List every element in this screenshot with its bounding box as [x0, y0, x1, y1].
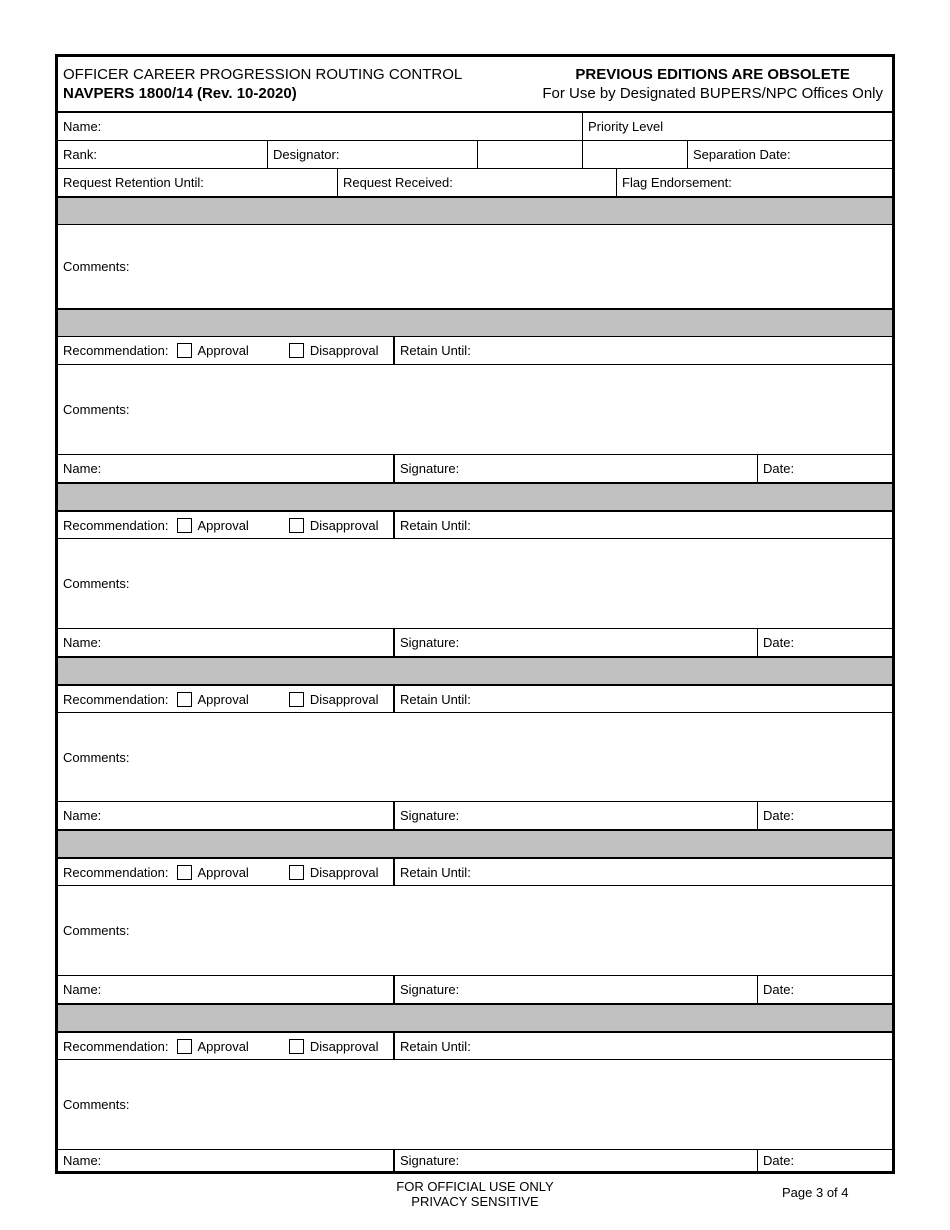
recommendation-row [58, 857, 892, 885]
endorser-name-label: Name: [63, 1153, 102, 1168]
signature-label: Signature: [400, 982, 460, 997]
date-label: Date: [763, 982, 795, 997]
approval-checkbox[interactable] [177, 865, 192, 880]
form-title-block [63, 65, 462, 103]
signature-label: Signature: [400, 635, 460, 650]
approval-label: Approval [197, 864, 249, 880]
form-title: OFFICER CAREER PROGRESSION ROUTING CONTROL [63, 66, 463, 83]
signature-row [58, 628, 892, 656]
top-comments-label: Comments: [63, 259, 130, 274]
request-row [58, 168, 892, 196]
rank-label: Rank: [63, 147, 97, 162]
approval-checkbox[interactable] [177, 343, 192, 358]
recommendation-label: Recommendation: [63, 691, 169, 707]
signature-row [58, 454, 892, 482]
top-comments-row [58, 224, 892, 308]
recommendation-label: Recommendation: [63, 1038, 169, 1054]
recommendation-group [58, 1033, 393, 1059]
approval-label: Approval [197, 691, 249, 707]
disapproval-checkbox[interactable] [289, 865, 304, 880]
endorsement-divider-band [58, 482, 892, 510]
blank-field-2[interactable] [582, 141, 687, 168]
endorsement-comments-row [58, 538, 892, 628]
recommendation-row [58, 336, 892, 364]
signature-field[interactable] [393, 976, 757, 1003]
endorsement-comments-label: Comments: [63, 576, 130, 591]
rank-row [58, 140, 892, 168]
usage-notice: For Use by Designated BUPERS/NPC Offices Only [542, 85, 883, 102]
endorsement-comments-row [58, 1059, 892, 1149]
separation-date-label: Separation Date: [693, 147, 791, 162]
member-name-field[interactable] [58, 113, 582, 140]
date-label: Date: [763, 808, 795, 823]
disapproval-label: Disapproval [309, 864, 379, 880]
date-field[interactable] [757, 802, 892, 829]
endorsement-divider-band [58, 656, 892, 684]
endorsement-divider-band [58, 829, 892, 857]
retain-until-label: Retain Until: [400, 517, 471, 533]
top-comments-field[interactable] [58, 225, 892, 308]
retain-until-field[interactable] [393, 512, 892, 538]
disapproval-checkbox[interactable] [289, 692, 304, 707]
endorsement-comments-label: Comments: [63, 923, 130, 938]
disapproval-checkbox[interactable] [289, 518, 304, 533]
endorsement-comments-field[interactable] [58, 1060, 892, 1149]
date-field[interactable] [757, 629, 892, 656]
endorser-name-field[interactable] [58, 455, 393, 482]
flag-endorsement-label: Flag Endorsement: [622, 175, 732, 190]
endorsement-comments-field[interactable] [58, 886, 892, 975]
date-label: Date: [763, 635, 795, 650]
retain-until-field[interactable] [393, 686, 892, 712]
retain-until-field[interactable] [393, 337, 892, 364]
retain-until-field[interactable] [393, 859, 892, 885]
endorsement-divider-band [58, 308, 892, 336]
approval-label: Approval [197, 517, 249, 533]
date-field[interactable] [757, 1150, 892, 1171]
signature-field[interactable] [393, 629, 757, 656]
signature-label: Signature: [400, 1153, 460, 1168]
recommendation-group [58, 686, 393, 712]
retain-until-label: Retain Until: [400, 343, 471, 358]
signature-row [58, 975, 892, 1003]
request-received-label: Request Received: [343, 175, 453, 190]
endorsement-divider-band [58, 1003, 892, 1031]
priority-level-field[interactable] [582, 113, 892, 140]
member-name-label: Name: [63, 119, 102, 134]
recommendation-row [58, 684, 892, 712]
designator-field[interactable] [267, 141, 477, 168]
section-divider-band [58, 196, 892, 224]
request-retention-label: Request Retention Until: [63, 175, 204, 190]
disapproval-label: Disapproval [309, 343, 379, 358]
recommendation-label: Recommendation: [63, 864, 169, 880]
recommendation-label: Recommendation: [63, 343, 169, 358]
form-notice-block [542, 65, 883, 103]
disapproval-label: Disapproval [309, 691, 379, 707]
priority-level-label: Priority Level [588, 119, 664, 134]
form-number: NAVPERS 1800/14 (Rev. 10-2020) [63, 85, 297, 102]
page-number: Page 3 of 4 [782, 1185, 849, 1200]
disapproval-checkbox[interactable] [289, 1039, 304, 1054]
signature-field[interactable] [393, 1150, 757, 1171]
endorser-name-field[interactable] [58, 629, 393, 656]
designator-label: Designator: [273, 147, 340, 162]
endorsement-comments-row [58, 712, 892, 801]
disapproval-label: Disapproval [309, 517, 379, 533]
footer-privacy: PRIVACY SENSITIVE [411, 1194, 539, 1209]
routing-control-form [55, 54, 895, 1174]
endorsement-comments-label: Comments: [63, 402, 130, 417]
separation-date-field[interactable] [687, 141, 892, 168]
signature-field[interactable] [393, 455, 757, 482]
endorser-name-label: Name: [63, 635, 102, 650]
signature-label: Signature: [400, 808, 460, 823]
rank-field[interactable] [58, 141, 267, 168]
signature-row [58, 801, 892, 829]
disapproval-label: Disapproval [309, 1038, 379, 1054]
date-field[interactable] [757, 455, 892, 482]
approval-checkbox[interactable] [177, 1039, 192, 1054]
blank-field-1[interactable] [477, 141, 582, 168]
approval-checkbox[interactable] [177, 692, 192, 707]
signature-field[interactable] [393, 802, 757, 829]
date-label: Date: [763, 1153, 795, 1168]
approval-label: Approval [197, 343, 249, 358]
endorser-name-field[interactable] [58, 1150, 393, 1171]
date-label: Date: [763, 461, 795, 476]
endorser-name-label: Name: [63, 461, 102, 476]
endorsement-comments-field[interactable] [58, 539, 892, 628]
approval-checkbox[interactable] [177, 518, 192, 533]
recommendation-row [58, 1031, 892, 1059]
retain-until-field[interactable] [393, 1033, 892, 1059]
recommendation-row [58, 510, 892, 538]
date-field[interactable] [757, 976, 892, 1003]
endorsement-comments-row [58, 885, 892, 975]
endorsement-comments-row [58, 364, 892, 454]
signature-label: Signature: [400, 461, 460, 476]
endorsement-comments-field[interactable] [58, 365, 892, 454]
endorsement-comments-label: Comments: [63, 749, 130, 765]
recommendation-label: Recommendation: [63, 517, 169, 533]
footer-fouo: FOR OFFICIAL USE ONLY [396, 1179, 554, 1194]
signature-row [58, 1149, 892, 1171]
form-header [58, 57, 892, 111]
retain-until-label: Retain Until: [400, 864, 471, 880]
retain-until-label: Retain Until: [400, 691, 471, 707]
retain-until-label: Retain Until: [400, 1038, 471, 1054]
obsolete-notice: PREVIOUS EDITIONS ARE OBSOLETE [575, 66, 850, 83]
approval-label: Approval [197, 1038, 249, 1054]
request-retention-field[interactable] [58, 169, 337, 196]
recommendation-group [58, 859, 393, 885]
recommendation-group [58, 337, 393, 364]
endorser-name-field[interactable] [58, 802, 393, 829]
endorser-name-field[interactable] [58, 976, 393, 1003]
endorser-name-label: Name: [63, 808, 102, 823]
disapproval-checkbox[interactable] [289, 343, 304, 358]
request-received-field[interactable] [337, 169, 616, 196]
flag-endorsement-field[interactable] [616, 169, 892, 196]
name-row [58, 111, 892, 140]
endorsement-comments-label: Comments: [63, 1097, 130, 1112]
endorser-name-label: Name: [63, 982, 102, 997]
recommendation-group [58, 512, 393, 538]
endorsement-comments-field[interactable] [58, 713, 892, 801]
